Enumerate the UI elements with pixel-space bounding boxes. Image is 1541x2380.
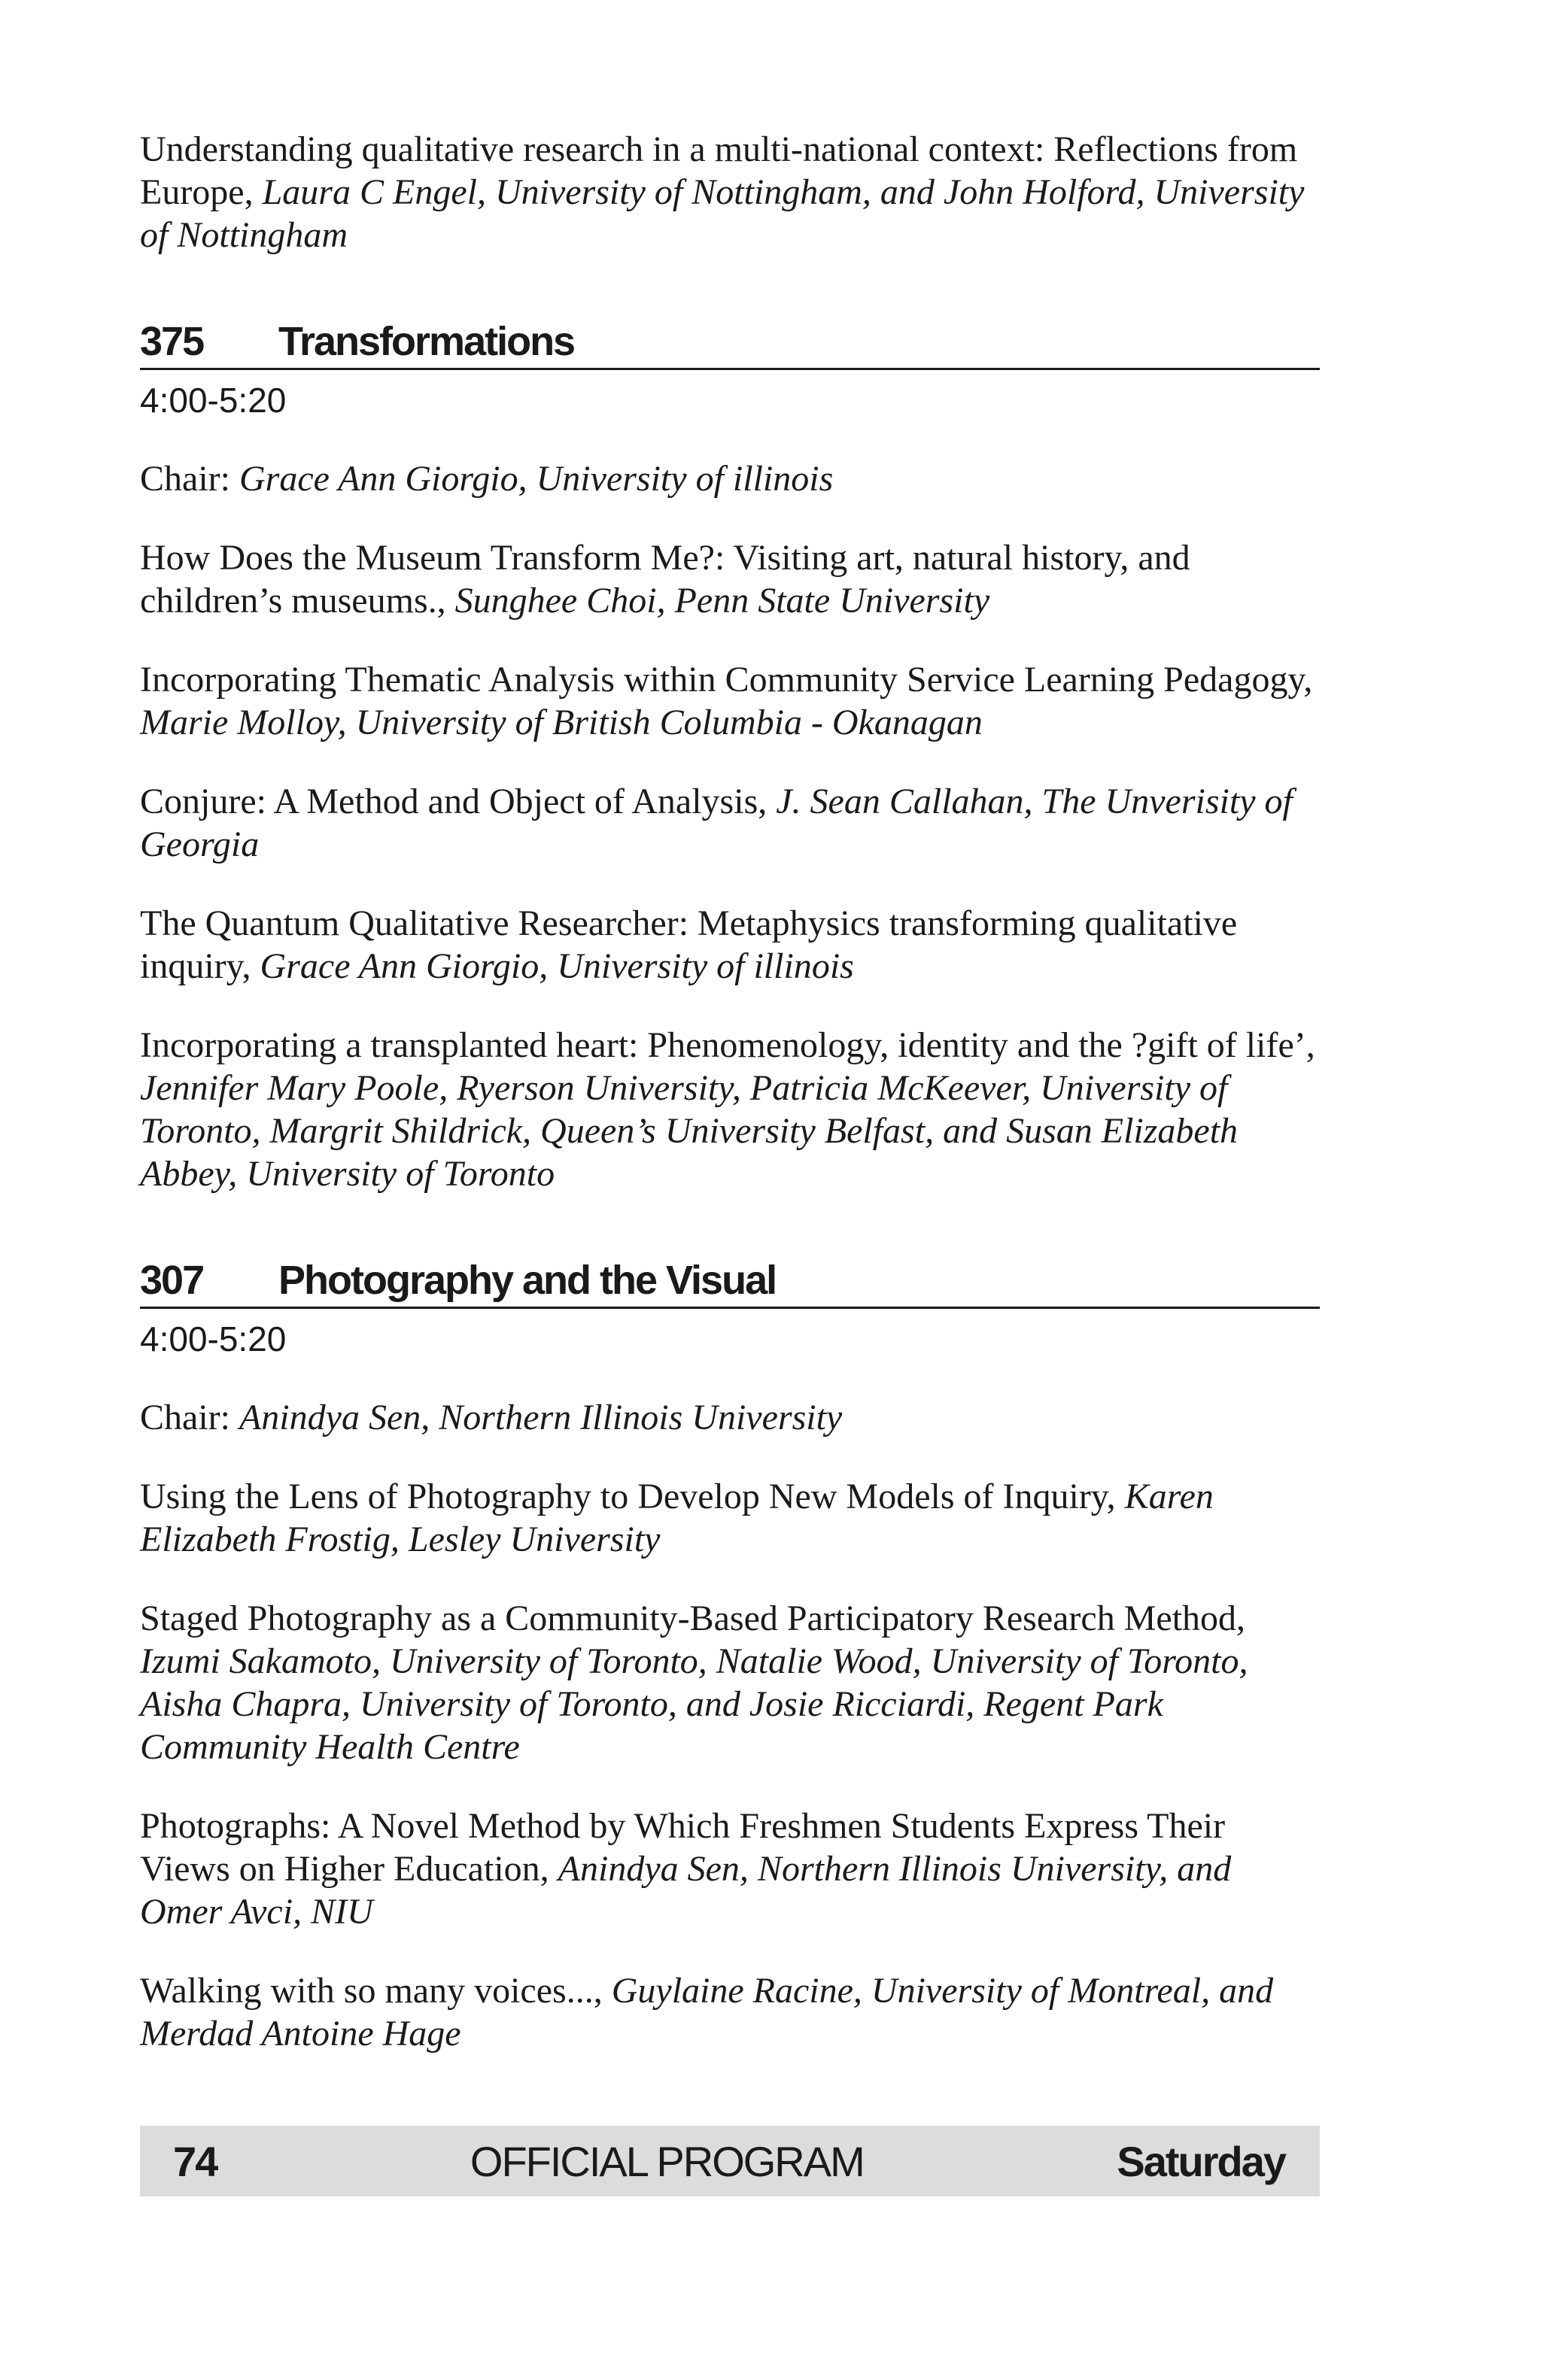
chair-label: Chair:: [140, 459, 239, 499]
paper-entry: [140, 780, 1320, 866]
paper-entry: [140, 536, 1320, 622]
paper-title: Photographs: A Novel Method by Which Freshmen Students Express Their Views on Higher Education,: [140, 1806, 1226, 1889]
paper-authors: Laura C Engel, University of Nottingham, and John Holford, University of Nottingham: [140, 172, 1305, 255]
paper-authors: J. Sean Callahan, The Unverisity of Georgia: [140, 782, 1293, 864]
program-label: OFFICIAL PROGRAM: [470, 2137, 864, 2185]
paper-title: Incorporating Thematic Analysis within Community Service Learning Pedagogy,: [140, 660, 1313, 700]
session-chair: [140, 1396, 1320, 1439]
chair-name: Grace Ann Giorgio, University of illinois: [239, 459, 834, 499]
chair-label: Chair:: [140, 1398, 239, 1437]
paper-authors: Izumi Sakamoto, University of Toronto, Natalie Wood, University of Toronto, Aisha Chapra, University of Toronto, and Josie Ricciardi, Regent Park Community Health Centre: [140, 1641, 1248, 1767]
paper-entry: [140, 902, 1320, 988]
paper-entry: [140, 1475, 1320, 1561]
session-time: 4:00-5:20: [140, 381, 287, 420]
paper-title: Conjure: A Method and Object of Analysis,: [140, 782, 777, 821]
paper-authors: Grace Ann Giorgio, University of illinois: [260, 946, 854, 986]
session-title: Transformations: [278, 319, 575, 364]
paper-authors: Guylaine Racine, University of Montreal, and Merdad Antoine Hage: [140, 1971, 1274, 2054]
paper-entry: [140, 1805, 1320, 1933]
page-content: [140, 128, 1320, 2055]
paper-authors: Jennifer Mary Poole, Ryerson University, Patricia McKeever, University of Toronto, Margrit Shildrick, Queen’s University Belfast, and Susan Elizabeth Abbey, University of Toronto: [140, 1068, 1239, 1194]
paper-entry: [140, 1969, 1320, 2055]
paper-entry: [140, 1597, 1320, 1768]
paper-authors: Karen Elizabeth Frostig, Lesley University: [140, 1477, 1214, 1559]
paper-authors: Anindya Sen, Northern Illinois University, and Omer Avci, NIU: [140, 1849, 1232, 1932]
paper-entry: [140, 658, 1320, 744]
paper-entry: [140, 1024, 1320, 1195]
session-chair: [140, 457, 1320, 500]
paper-title: The Quantum Qualitative Researcher: Metaphysics transforming qualitative inquiry,: [140, 903, 1238, 986]
session-number: 307: [140, 1258, 204, 1303]
paper-title: How Does the Museum Transform Me?: Visiting art, natural history, and children’s museums.,: [140, 538, 1190, 621]
paper-authors: Sunghee Choi, Penn State University: [454, 581, 990, 621]
paper-title: Staged Photography as a Community-Based Participatory Research Method,: [140, 1598, 1246, 1638]
page-number: 74: [173, 2137, 217, 2185]
paper-title: Understanding qualitative research in a multi-national context: Reflections from Europe,: [140, 129, 1298, 212]
paper-title: Walking with so many voices...,: [140, 1971, 612, 2011]
paper-title: Incorporating a transplanted heart: Phenomenology, identity and the ?gift of life’,: [140, 1025, 1315, 1065]
paper-title: Using the Lens of Photography to Develop New Models of Inquiry,: [140, 1477, 1125, 1516]
session-time: 4:00-5:20: [140, 1319, 287, 1358]
page-footer: [140, 2126, 1320, 2196]
program-day: Saturday: [1117, 2137, 1285, 2185]
session-heading: [140, 1255, 1320, 1309]
session-number: 375: [140, 319, 204, 364]
paper-entry: [140, 128, 1320, 257]
session-heading: [140, 317, 1320, 370]
session-title: Photography and the Visual: [278, 1258, 777, 1303]
chair-name: Anindya Sen, Northern Illinois University: [239, 1398, 843, 1437]
paper-authors: Marie Molloy, University of British Columbia - Okanagan: [140, 703, 983, 742]
